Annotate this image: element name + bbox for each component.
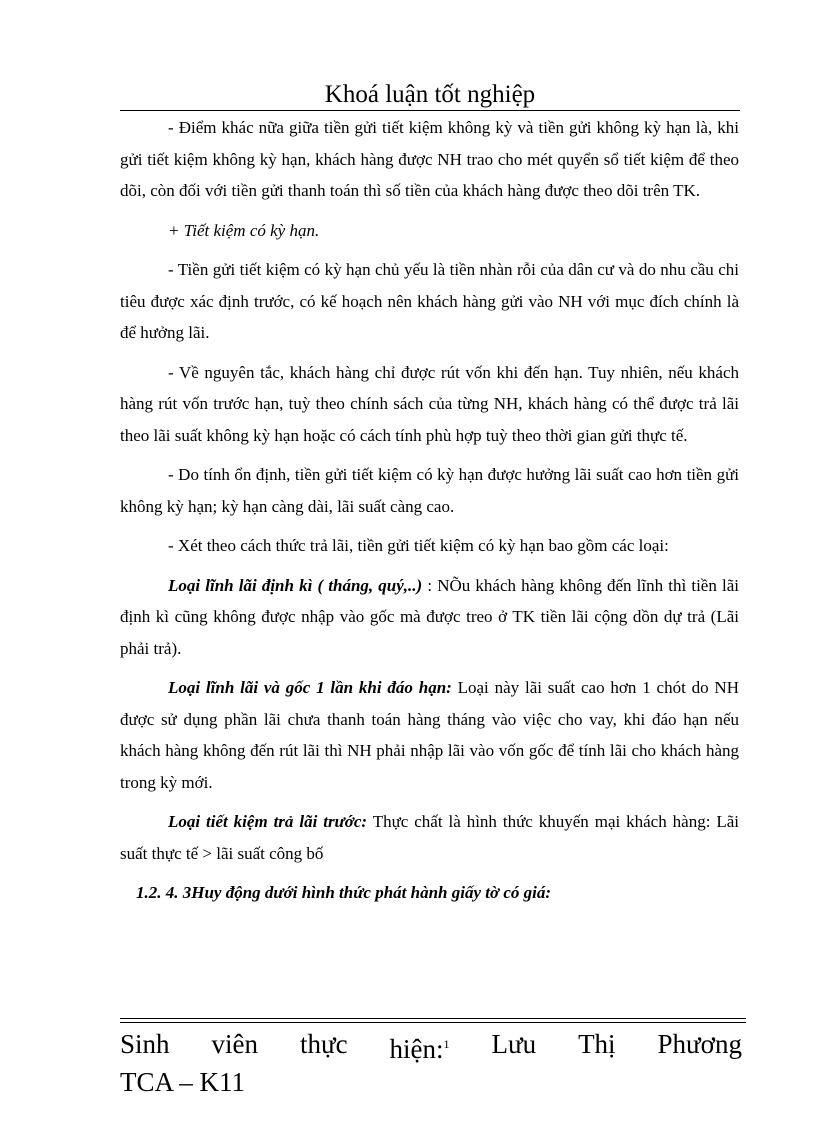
section-heading: 1.2. 4. 3Huy động dưới hình thức phát hành giấy tờ có giá:: [136, 883, 552, 902]
footer-word: Lưu: [491, 1029, 537, 1059]
paragraph-1: - Điểm khác nữa giữa tiền gửi tiết kiệm không kỳ và tiền gửi không kỳ hạn là, khi gửi tiết kiệm không kỳ hạn, khách hàng được NH trao cho mét quyển sổ tiết kiệm để theo dõi, còn đối với tiền gửi thanh toán thì số tiền của khách hàng được theo dõi trên TK.: [120, 118, 739, 200]
paragraph-9: [120, 806, 739, 869]
footer-class-line: TCA – K11: [120, 1067, 246, 1097]
paragraph-6: - Xét theo cách thức trả lãi, tiền gửi tiết kiệm có kỳ hạn bao gồm các loại:: [168, 536, 669, 555]
page-footer: [120, 1028, 742, 1099]
footer-word-with-page-number: [390, 1028, 450, 1066]
paragraph-8-text: Loại này lãi suất cao hơn 1 chót do NH được sử dụng phần lãi chưa thanh toán hàng tháng vào việc cho vay, khi đáo hạn nếu khách hàng không đến rút lãi thì NH phải nhập lãi vào vốn gốc để tính lãi cho khách hàng trong kỳ mới.: [120, 678, 739, 792]
paragraph-5: - Do tính ổn định, tiền gửi tiết kiệm có kỳ hạn được hưởng lãi suất cao hơn tiền gửi không kỳ hạn; kỳ hạn càng dài, lãi suất càng cao.: [120, 465, 739, 516]
paragraph-9-text: Thực chất là hình thức khuyến mại khách hàng: Lãi suất thực tế > lãi suất công bố: [120, 812, 739, 863]
paragraph-7-text: : NÕu khách hàng không đến lĩnh thì tiền lãi định kì cũng không được nhập vào gốc mà được treo ở TK tiền lãi cộng dồn dự trả (Lãi phải trả).: [120, 575, 739, 658]
footer-word: Phương: [657, 1029, 742, 1059]
paragraph-9-lead: Loại tiết kiệm trả lãi trước:: [168, 812, 368, 831]
page-number: 1: [443, 1037, 450, 1051]
paragraph-2-subheading: + Tiết kiệm có kỳ hạn.: [168, 220, 320, 240]
paragraph-8: [120, 672, 739, 798]
footer-word: Thị: [578, 1029, 616, 1059]
footer-word: Sinh: [120, 1029, 170, 1059]
footer-word: viên: [211, 1029, 258, 1059]
body-text: [120, 112, 739, 917]
paragraph-7: [120, 570, 739, 665]
footer-divider: [120, 1018, 746, 1023]
footer-word: hiện:: [389, 1034, 444, 1064]
footer-author-line: [120, 1028, 742, 1066]
footer-word: thực: [299, 1029, 348, 1059]
paragraph-8-lead: Loại lĩnh lãi và gốc 1 lần khi đáo hạn:: [168, 678, 452, 697]
paragraph-7-lead: Loại lĩnh lãi định kì ( tháng, quý,..): [168, 575, 423, 595]
page-header-title: Khoá luận tốt nghiệp: [120, 80, 740, 111]
paragraph-4: - Về nguyên tắc, khách hàng chỉ được rút vốn khi đến hạn. Tuy nhiên, nếu khách hàng rút vốn trước hạn, tuỳ theo chính sách của từng NH, khách hàng có thể được trả lãi theo lãi suất không kỳ hạn hoặc có cách tính phù hợp tuỳ theo thời gian gửi thực tế.: [120, 362, 739, 445]
paragraph-3: - Tiền gửi tiết kiệm có kỳ hạn chủ yếu là tiền nhàn rỗi của dân cư và do nhu cầu chi tiêu được xác định trước, có kế hoạch nên khách hàng gửi vào NH với mục đích chính là để hưởng lãi.: [120, 260, 739, 342]
